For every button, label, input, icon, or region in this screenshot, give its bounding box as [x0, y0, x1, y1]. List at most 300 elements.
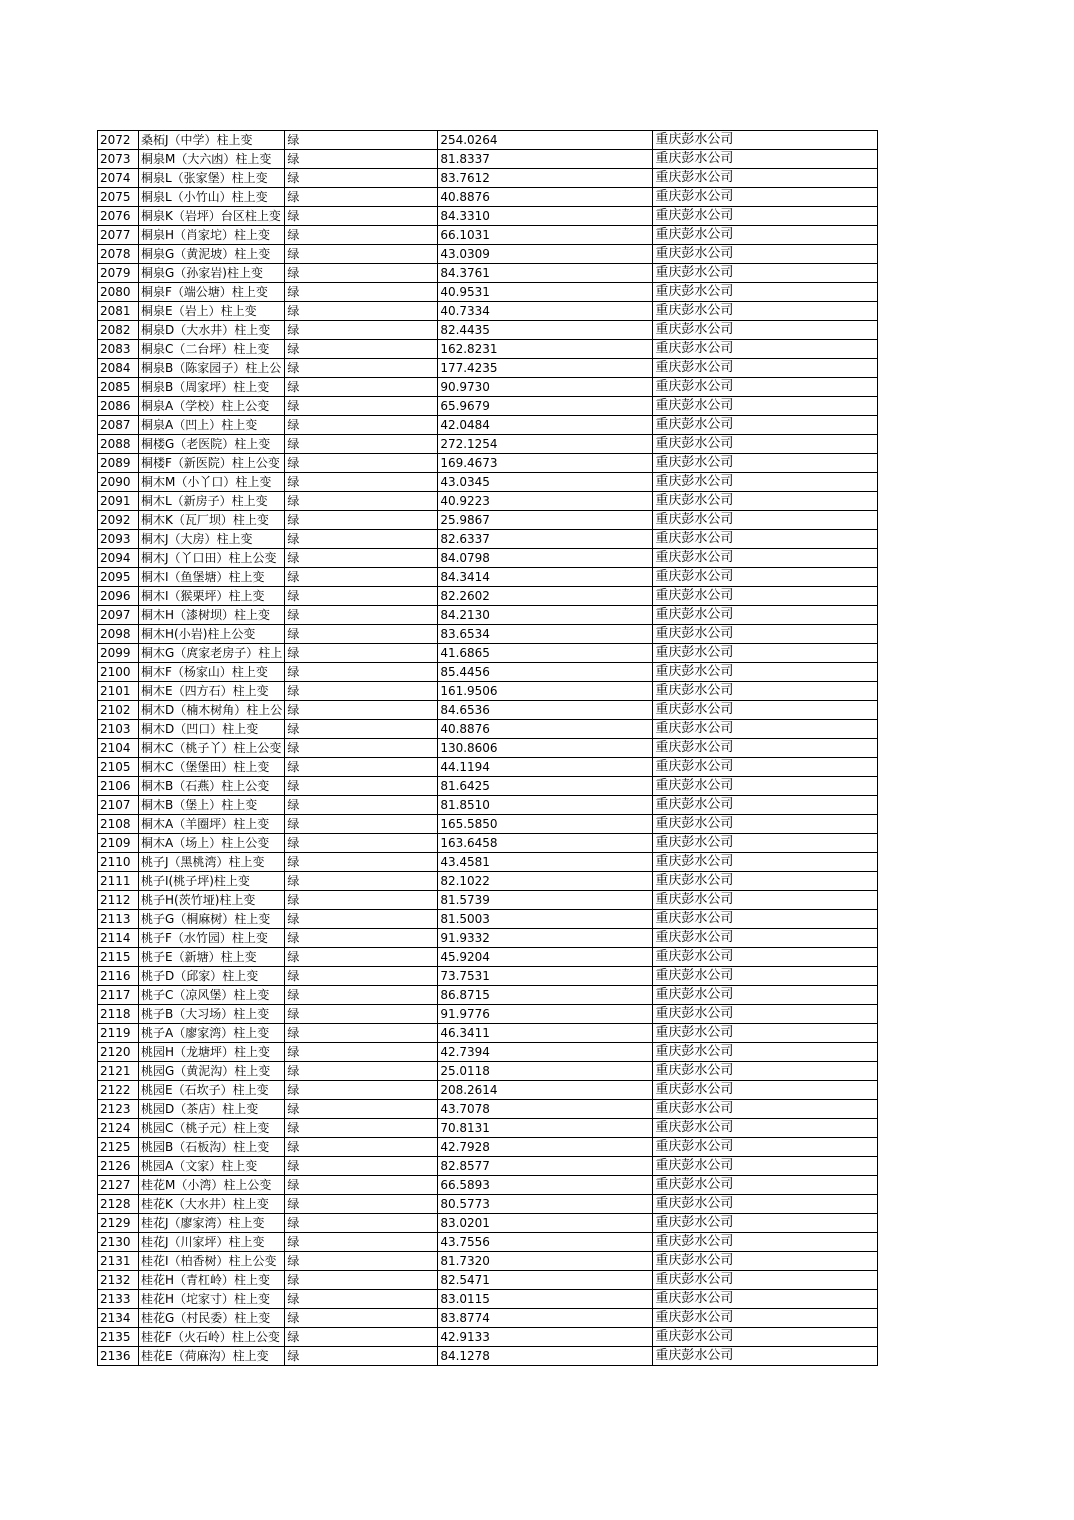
- status-cell: 绿: [285, 283, 438, 302]
- station-name-cell: 桂花F（火石岭）柱上公变: [139, 1328, 285, 1347]
- status-cell: 绿: [285, 872, 438, 891]
- row-number-cell: 2099: [98, 644, 139, 663]
- company-cell: 重庆彭水公司: [653, 796, 878, 815]
- row-number-cell: 2072: [98, 131, 139, 150]
- row-number-cell: 2082: [98, 321, 139, 340]
- row-number-cell: 2133: [98, 1290, 139, 1309]
- station-name-cell: 桐泉D（大水井）柱上变: [139, 321, 285, 340]
- company-cell: 重庆彭水公司: [653, 1024, 878, 1043]
- table-row: [98, 720, 878, 739]
- row-number-cell: 2101: [98, 682, 139, 701]
- company-cell: 重庆彭水公司: [653, 644, 878, 663]
- status-cell: 绿: [285, 1062, 438, 1081]
- company-cell: 重庆彭水公司: [653, 473, 878, 492]
- table-row: [98, 454, 878, 473]
- table-body: [98, 131, 878, 1366]
- company-cell: 重庆彭水公司: [653, 530, 878, 549]
- status-cell: 绿: [285, 511, 438, 530]
- status-cell: 绿: [285, 1271, 438, 1290]
- row-number-cell: 2100: [98, 663, 139, 682]
- company-cell: 重庆彭水公司: [653, 1347, 878, 1366]
- table-row: [98, 872, 878, 891]
- status-cell: 绿: [285, 188, 438, 207]
- value-cell: 40.9531: [438, 283, 653, 302]
- row-number-cell: 2110: [98, 853, 139, 872]
- status-cell: 绿: [285, 1347, 438, 1366]
- table-row: [98, 1309, 878, 1328]
- company-cell: 重庆彭水公司: [653, 150, 878, 169]
- status-cell: 绿: [285, 473, 438, 492]
- value-cell: 70.8131: [438, 1119, 653, 1138]
- status-cell: 绿: [285, 853, 438, 872]
- table-row: [98, 625, 878, 644]
- station-name-cell: 桂花G（村民委）柱上变: [139, 1309, 285, 1328]
- value-cell: 83.8774: [438, 1309, 653, 1328]
- row-number-cell: 2085: [98, 378, 139, 397]
- company-cell: 重庆彭水公司: [653, 226, 878, 245]
- station-name-cell: 桃子C（凉风堡）柱上变: [139, 986, 285, 1005]
- company-cell: 重庆彭水公司: [653, 302, 878, 321]
- status-cell: 绿: [285, 948, 438, 967]
- station-name-cell: 桐木D（楠木树角）柱上公: [139, 701, 285, 720]
- row-number-cell: 2096: [98, 587, 139, 606]
- company-cell: 重庆彭水公司: [653, 834, 878, 853]
- status-cell: 绿: [285, 701, 438, 720]
- row-number-cell: 2123: [98, 1100, 139, 1119]
- row-number-cell: 2124: [98, 1119, 139, 1138]
- table-row: [98, 1024, 878, 1043]
- row-number-cell: 2084: [98, 359, 139, 378]
- row-number-cell: 2119: [98, 1024, 139, 1043]
- row-number-cell: 2112: [98, 891, 139, 910]
- table-row: [98, 169, 878, 188]
- station-name-cell: 桐木H(小岩)柱上公变: [139, 625, 285, 644]
- status-cell: 绿: [285, 739, 438, 758]
- station-name-cell: 桐木A（羊圈坪）柱上变: [139, 815, 285, 834]
- company-cell: 重庆彭水公司: [653, 891, 878, 910]
- value-cell: 82.4435: [438, 321, 653, 340]
- station-name-cell: 桐木L（新房子）柱上变: [139, 492, 285, 511]
- status-cell: 绿: [285, 207, 438, 226]
- table-row: [98, 1043, 878, 1062]
- status-cell: 绿: [285, 1043, 438, 1062]
- company-cell: 重庆彭水公司: [653, 1176, 878, 1195]
- table-row: [98, 1081, 878, 1100]
- station-name-cell: 桐泉H（肖家坨）柱上变: [139, 226, 285, 245]
- table-row: [98, 1119, 878, 1138]
- table-row: [98, 967, 878, 986]
- row-number-cell: 2135: [98, 1328, 139, 1347]
- company-cell: 重庆彭水公司: [653, 910, 878, 929]
- row-number-cell: 2092: [98, 511, 139, 530]
- station-name-cell: 桐木H（漆树坝）柱上变: [139, 606, 285, 625]
- value-cell: 65.9679: [438, 397, 653, 416]
- status-cell: 绿: [285, 1195, 438, 1214]
- station-name-cell: 桐泉M（大六凼）柱上变: [139, 150, 285, 169]
- row-number-cell: 2094: [98, 549, 139, 568]
- table-row: [98, 378, 878, 397]
- row-number-cell: 2111: [98, 872, 139, 891]
- status-cell: 绿: [285, 131, 438, 150]
- value-cell: 84.3310: [438, 207, 653, 226]
- table-row: [98, 682, 878, 701]
- station-name-cell: 桐泉A（凹上）柱上变: [139, 416, 285, 435]
- table-row: [98, 1271, 878, 1290]
- value-cell: 162.8231: [438, 340, 653, 359]
- company-cell: 重庆彭水公司: [653, 1100, 878, 1119]
- status-cell: 绿: [285, 530, 438, 549]
- value-cell: 83.0201: [438, 1214, 653, 1233]
- row-number-cell: 2102: [98, 701, 139, 720]
- value-cell: 40.8876: [438, 720, 653, 739]
- status-cell: 绿: [285, 302, 438, 321]
- status-cell: 绿: [285, 435, 438, 454]
- company-cell: 重庆彭水公司: [653, 511, 878, 530]
- status-cell: 绿: [285, 587, 438, 606]
- status-cell: 绿: [285, 1309, 438, 1328]
- company-cell: 重庆彭水公司: [653, 245, 878, 264]
- station-name-cell: 桃子J（黑桃湾）柱上变: [139, 853, 285, 872]
- status-cell: 绿: [285, 910, 438, 929]
- table-row: [98, 131, 878, 150]
- table-row: [98, 644, 878, 663]
- status-cell: 绿: [285, 796, 438, 815]
- value-cell: 43.7556: [438, 1233, 653, 1252]
- company-cell: 重庆彭水公司: [653, 1005, 878, 1024]
- table-row: [98, 492, 878, 511]
- table-row: [98, 150, 878, 169]
- value-cell: 42.0484: [438, 416, 653, 435]
- value-cell: 40.9223: [438, 492, 653, 511]
- value-cell: 43.0345: [438, 473, 653, 492]
- company-cell: 重庆彭水公司: [653, 1195, 878, 1214]
- station-name-cell: 桐泉A（学校）柱上公变: [139, 397, 285, 416]
- company-cell: 重庆彭水公司: [653, 1138, 878, 1157]
- value-cell: 208.2614: [438, 1081, 653, 1100]
- station-name-cell: 桐泉B（陈家园子）柱上公: [139, 359, 285, 378]
- status-cell: 绿: [285, 492, 438, 511]
- status-cell: 绿: [285, 834, 438, 853]
- value-cell: 80.5773: [438, 1195, 653, 1214]
- table-row: [98, 283, 878, 302]
- row-number-cell: 2121: [98, 1062, 139, 1081]
- status-cell: 绿: [285, 1290, 438, 1309]
- company-cell: 重庆彭水公司: [653, 587, 878, 606]
- company-cell: 重庆彭水公司: [653, 625, 878, 644]
- row-number-cell: 2106: [98, 777, 139, 796]
- company-cell: 重庆彭水公司: [653, 720, 878, 739]
- company-cell: 重庆彭水公司: [653, 283, 878, 302]
- company-cell: 重庆彭水公司: [653, 929, 878, 948]
- value-cell: 90.9730: [438, 378, 653, 397]
- row-number-cell: 2131: [98, 1252, 139, 1271]
- value-cell: 43.4581: [438, 853, 653, 872]
- status-cell: 绿: [285, 929, 438, 948]
- status-cell: 绿: [285, 986, 438, 1005]
- value-cell: 84.3414: [438, 568, 653, 587]
- status-cell: 绿: [285, 378, 438, 397]
- row-number-cell: 2118: [98, 1005, 139, 1024]
- row-number-cell: 2088: [98, 435, 139, 454]
- station-name-cell: 桐木J（丫口田）柱上公变: [139, 549, 285, 568]
- value-cell: 84.6536: [438, 701, 653, 720]
- row-number-cell: 2126: [98, 1157, 139, 1176]
- company-cell: 重庆彭水公司: [653, 1214, 878, 1233]
- table-row: [98, 739, 878, 758]
- value-cell: 177.4235: [438, 359, 653, 378]
- table-row: [98, 606, 878, 625]
- row-number-cell: 2093: [98, 530, 139, 549]
- row-number-cell: 2081: [98, 302, 139, 321]
- station-name-cell: 桃园A（文家）柱上变: [139, 1157, 285, 1176]
- status-cell: 绿: [285, 321, 438, 340]
- row-number-cell: 2115: [98, 948, 139, 967]
- company-cell: 重庆彭水公司: [653, 359, 878, 378]
- value-cell: 85.4456: [438, 663, 653, 682]
- table-row: [98, 416, 878, 435]
- status-cell: 绿: [285, 644, 438, 663]
- table-row: [98, 1214, 878, 1233]
- company-cell: 重庆彭水公司: [653, 663, 878, 682]
- table-row: [98, 663, 878, 682]
- row-number-cell: 2128: [98, 1195, 139, 1214]
- status-cell: 绿: [285, 1233, 438, 1252]
- station-name-cell: 桐木K（瓦厂坝）柱上变: [139, 511, 285, 530]
- table-row: [98, 1157, 878, 1176]
- row-number-cell: 2104: [98, 739, 139, 758]
- status-cell: 绿: [285, 606, 438, 625]
- value-cell: 163.6458: [438, 834, 653, 853]
- value-cell: 82.6337: [438, 530, 653, 549]
- station-name-cell: 桃园G（黄泥沟）柱上变: [139, 1062, 285, 1081]
- table-row: [98, 245, 878, 264]
- station-name-cell: 桐木E（四方石）柱上变: [139, 682, 285, 701]
- row-number-cell: 2079: [98, 264, 139, 283]
- station-name-cell: 桐泉K（岩坪）台区柱上变: [139, 207, 285, 226]
- value-cell: 91.9332: [438, 929, 653, 948]
- company-cell: 重庆彭水公司: [653, 606, 878, 625]
- table-row: [98, 188, 878, 207]
- table-row: [98, 1347, 878, 1366]
- row-number-cell: 2087: [98, 416, 139, 435]
- station-name-cell: 桐木C（堡堡田）柱上变: [139, 758, 285, 777]
- status-cell: 绿: [285, 568, 438, 587]
- row-number-cell: 2130: [98, 1233, 139, 1252]
- station-name-cell: 桐泉L（张家堡）柱上变: [139, 169, 285, 188]
- station-name-cell: 桐泉L（小竹山）柱上变: [139, 188, 285, 207]
- status-cell: 绿: [285, 758, 438, 777]
- status-cell: 绿: [285, 1214, 438, 1233]
- table-row: [98, 359, 878, 378]
- row-number-cell: 2127: [98, 1176, 139, 1195]
- value-cell: 73.7531: [438, 967, 653, 986]
- station-name-cell: 桃园H（龙塘坪）柱上变: [139, 1043, 285, 1062]
- company-cell: 重庆彭水公司: [653, 169, 878, 188]
- row-number-cell: 2108: [98, 815, 139, 834]
- station-name-cell: 桂花H（青杠岭）柱上变: [139, 1271, 285, 1290]
- table-row: [98, 587, 878, 606]
- value-cell: 84.3761: [438, 264, 653, 283]
- status-cell: 绿: [285, 226, 438, 245]
- station-name-cell: 桐木C（桃子丫）柱上公变: [139, 739, 285, 758]
- value-cell: 42.7928: [438, 1138, 653, 1157]
- table-row: [98, 473, 878, 492]
- station-name-cell: 桃子E（新塘）柱上变: [139, 948, 285, 967]
- row-number-cell: 2090: [98, 473, 139, 492]
- value-cell: 25.9867: [438, 511, 653, 530]
- status-cell: 绿: [285, 1081, 438, 1100]
- company-cell: 重庆彭水公司: [653, 378, 878, 397]
- company-cell: 重庆彭水公司: [653, 454, 878, 473]
- station-name-cell: 桐楼G（老医院）柱上变: [139, 435, 285, 454]
- status-cell: 绿: [285, 264, 438, 283]
- value-cell: 43.0309: [438, 245, 653, 264]
- row-number-cell: 2114: [98, 929, 139, 948]
- company-cell: 重庆彭水公司: [653, 758, 878, 777]
- row-number-cell: 2083: [98, 340, 139, 359]
- station-name-cell: 桐木I（猴栗坪）柱上变: [139, 587, 285, 606]
- value-cell: 82.5471: [438, 1271, 653, 1290]
- company-cell: 重庆彭水公司: [653, 853, 878, 872]
- table-row: [98, 891, 878, 910]
- station-name-cell: 桂花M（小湾）柱上公变: [139, 1176, 285, 1195]
- company-cell: 重庆彭水公司: [653, 986, 878, 1005]
- status-cell: 绿: [285, 1005, 438, 1024]
- table-row: [98, 1138, 878, 1157]
- station-name-cell: 桐木B（堡上）柱上变: [139, 796, 285, 815]
- station-name-cell: 桐楼F（新医院）柱上公变: [139, 454, 285, 473]
- station-name-cell: 桐泉G（孙家岩)柱上变: [139, 264, 285, 283]
- value-cell: 82.1022: [438, 872, 653, 891]
- table-row: [98, 1176, 878, 1195]
- status-cell: 绿: [285, 777, 438, 796]
- status-cell: 绿: [285, 1252, 438, 1271]
- table-row: [98, 1100, 878, 1119]
- company-cell: 重庆彭水公司: [653, 1290, 878, 1309]
- station-name-cell: 桃子F（水竹园）柱上变: [139, 929, 285, 948]
- station-name-cell: 桃子B（大习场）柱上变: [139, 1005, 285, 1024]
- table-row: [98, 397, 878, 416]
- station-name-cell: 桃园D（茶店）柱上变: [139, 1100, 285, 1119]
- station-name-cell: 桃子G（桐麻树）柱上变: [139, 910, 285, 929]
- value-cell: 130.8606: [438, 739, 653, 758]
- table-row: [98, 226, 878, 245]
- row-number-cell: 2095: [98, 568, 139, 587]
- value-cell: 82.2602: [438, 587, 653, 606]
- station-name-cell: 桂花K（大水井）柱上变: [139, 1195, 285, 1214]
- value-cell: 25.0118: [438, 1062, 653, 1081]
- status-cell: 绿: [285, 245, 438, 264]
- value-cell: 42.9133: [438, 1328, 653, 1347]
- value-cell: 40.7334: [438, 302, 653, 321]
- station-name-cell: 桂花J（廖家湾）柱上变: [139, 1214, 285, 1233]
- table-row: [98, 1252, 878, 1271]
- value-cell: 81.7320: [438, 1252, 653, 1271]
- value-cell: 84.1278: [438, 1347, 653, 1366]
- table-row: [98, 1005, 878, 1024]
- station-name-cell: 桐泉B（周家坪）柱上变: [139, 378, 285, 397]
- row-number-cell: 2117: [98, 986, 139, 1005]
- company-cell: 重庆彭水公司: [653, 207, 878, 226]
- status-cell: 绿: [285, 967, 438, 986]
- station-name-cell: 桐木G（庹家老房子）柱上: [139, 644, 285, 663]
- status-cell: 绿: [285, 1100, 438, 1119]
- company-cell: 重庆彭水公司: [653, 188, 878, 207]
- value-cell: 161.9506: [438, 682, 653, 701]
- station-name-cell: 桐泉F（端公塘）柱上变: [139, 283, 285, 302]
- status-cell: 绿: [285, 625, 438, 644]
- row-number-cell: 2109: [98, 834, 139, 853]
- status-cell: 绿: [285, 549, 438, 568]
- table-row: [98, 834, 878, 853]
- station-name-cell: 桂花I（柏香树）柱上公变: [139, 1252, 285, 1271]
- table-row: [98, 1195, 878, 1214]
- company-cell: 重庆彭水公司: [653, 739, 878, 758]
- status-cell: 绿: [285, 1024, 438, 1043]
- row-number-cell: 2120: [98, 1043, 139, 1062]
- row-number-cell: 2077: [98, 226, 139, 245]
- station-name-cell: 桐木M（小丫口）柱上变: [139, 473, 285, 492]
- status-cell: 绿: [285, 340, 438, 359]
- company-cell: 重庆彭水公司: [653, 397, 878, 416]
- company-cell: 重庆彭水公司: [653, 1157, 878, 1176]
- status-cell: 绿: [285, 169, 438, 188]
- station-name-cell: 桃子I(桃子坪)柱上变: [139, 872, 285, 891]
- row-number-cell: 2125: [98, 1138, 139, 1157]
- value-cell: 84.0798: [438, 549, 653, 568]
- company-cell: 重庆彭水公司: [653, 1271, 878, 1290]
- station-name-cell: 桐木J（大房）柱上变: [139, 530, 285, 549]
- station-name-cell: 桃园C（桃子元）柱上变: [139, 1119, 285, 1138]
- company-cell: 重庆彭水公司: [653, 264, 878, 283]
- value-cell: 83.7612: [438, 169, 653, 188]
- status-cell: 绿: [285, 663, 438, 682]
- row-number-cell: 2091: [98, 492, 139, 511]
- status-cell: 绿: [285, 1119, 438, 1138]
- row-number-cell: 2107: [98, 796, 139, 815]
- table-row: [98, 340, 878, 359]
- table-row: [98, 948, 878, 967]
- status-cell: 绿: [285, 891, 438, 910]
- row-number-cell: 2075: [98, 188, 139, 207]
- table-row: [98, 1062, 878, 1081]
- company-cell: 重庆彭水公司: [653, 1043, 878, 1062]
- value-cell: 66.1031: [438, 226, 653, 245]
- value-cell: 66.5893: [438, 1176, 653, 1195]
- row-number-cell: 2097: [98, 606, 139, 625]
- row-number-cell: 2086: [98, 397, 139, 416]
- status-cell: 绿: [285, 397, 438, 416]
- station-name-cell: 桐木B（石燕）柱上公变: [139, 777, 285, 796]
- company-cell: 重庆彭水公司: [653, 682, 878, 701]
- row-number-cell: 2134: [98, 1309, 139, 1328]
- row-number-cell: 2129: [98, 1214, 139, 1233]
- value-cell: 81.5003: [438, 910, 653, 929]
- status-cell: 绿: [285, 1157, 438, 1176]
- table-row: [98, 986, 878, 1005]
- company-cell: 重庆彭水公司: [653, 815, 878, 834]
- value-cell: 43.7078: [438, 1100, 653, 1119]
- row-number-cell: 2078: [98, 245, 139, 264]
- table-row: [98, 777, 878, 796]
- row-number-cell: 2116: [98, 967, 139, 986]
- company-cell: 重庆彭水公司: [653, 701, 878, 720]
- value-cell: 83.0115: [438, 1290, 653, 1309]
- table-row: [98, 549, 878, 568]
- station-name-cell: 桐泉E（岩上）柱上变: [139, 302, 285, 321]
- company-cell: 重庆彭水公司: [653, 948, 878, 967]
- row-number-cell: 2122: [98, 1081, 139, 1100]
